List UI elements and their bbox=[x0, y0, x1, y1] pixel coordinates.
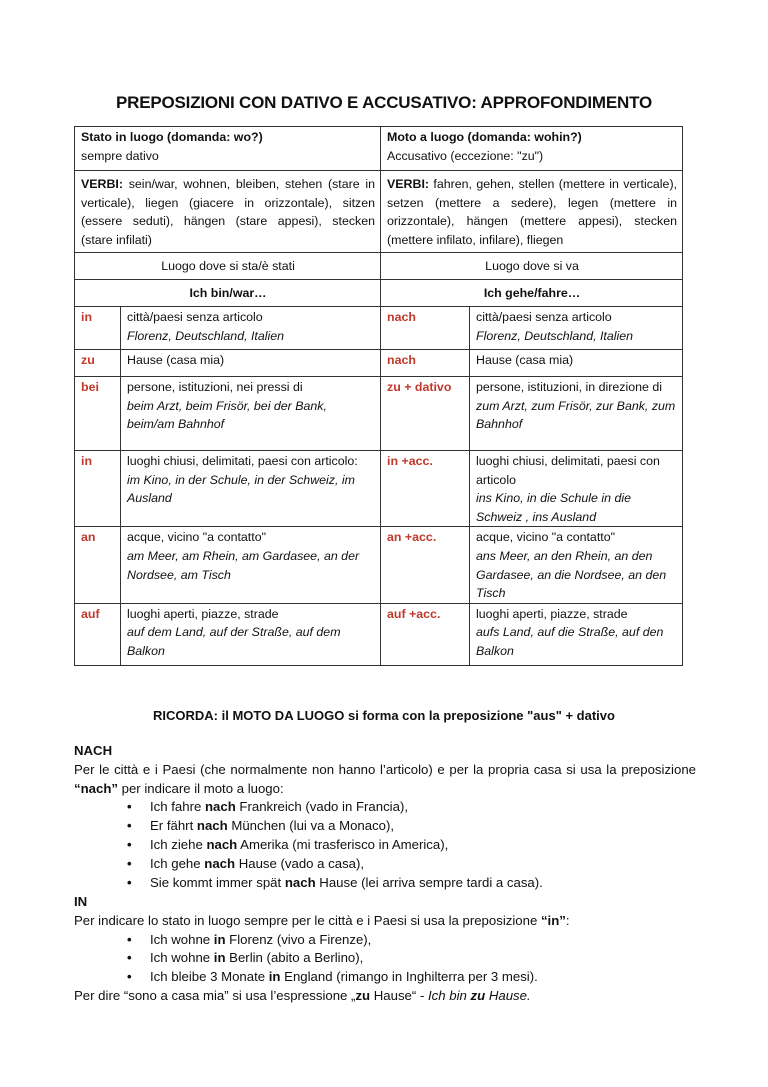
in-intro-b: : bbox=[565, 912, 570, 928]
prepositions-table bbox=[74, 126, 683, 666]
right-usage-desc: luoghi aperti, piazze, strade bbox=[476, 606, 628, 621]
list-item-part-c: Berlin (abito a Berlino), bbox=[225, 950, 364, 966]
table-header-row bbox=[75, 127, 683, 171]
list-item-part-a: Ich wohne bbox=[150, 950, 214, 966]
left-usage bbox=[121, 377, 381, 451]
nach-intro-bold: “nach” bbox=[74, 780, 118, 796]
left-usage-desc: luoghi chiusi, delimitati, paesi con articolo: bbox=[127, 454, 358, 468]
nach-intro bbox=[74, 761, 696, 799]
left-usage-examples: auf dem Land, auf der Straße, auf dem Balkon bbox=[127, 625, 341, 658]
in-final-zu2: zu bbox=[470, 987, 486, 1003]
in-bullet-list bbox=[74, 931, 696, 987]
left-usage-desc: Hause (casa mia) bbox=[127, 353, 225, 367]
list-item bbox=[150, 836, 696, 855]
in-final-b: Hause“ - bbox=[370, 987, 429, 1003]
in-final-zu: zu bbox=[355, 987, 371, 1003]
left-usage-desc: persone, istituzioni, nei pressi di bbox=[127, 380, 303, 394]
left-usage-desc: città/paesi senza articolo bbox=[127, 310, 263, 324]
page-title: PREPOSIZIONI CON DATIVO E ACCUSATIVO: APPROFONDIMENTO bbox=[116, 93, 652, 112]
right-header-subtitle: Accusativo (eccezione: "zu") bbox=[387, 148, 544, 163]
left-verbs-cell bbox=[75, 171, 381, 253]
list-item-part-c: Frankreich (vado in Francia), bbox=[235, 799, 408, 815]
list-item-part-b: in bbox=[213, 950, 226, 966]
list-item-part-c: England (rimango in Inghilterra per 3 mesi). bbox=[280, 969, 538, 985]
right-header-title: Moto a luogo (domanda: wohin?) bbox=[387, 130, 582, 144]
list-item-part-a: Ich fahre bbox=[150, 799, 205, 815]
left-header-cell bbox=[75, 127, 381, 171]
table-body bbox=[75, 307, 683, 666]
right-usage-desc: Hause (casa mia) bbox=[476, 353, 574, 367]
left-usage-examples: im Kino, in der Schule, in der Schweiz, im Ausland bbox=[127, 472, 355, 506]
right-preposition: in +acc. bbox=[381, 451, 470, 527]
nach-intro-b: per indicare il moto a luogo: bbox=[117, 780, 284, 796]
left-header-subtitle: sempre dativo bbox=[81, 148, 159, 163]
list-item bbox=[150, 817, 696, 836]
list-item bbox=[150, 874, 696, 893]
list-item-part-c: Hause (lei arriva sempre tardi a casa). bbox=[315, 874, 543, 890]
right-usage-examples: ins Kino, in die Schule in die Schweiz , ins Ausland bbox=[476, 491, 631, 524]
left-usage bbox=[121, 307, 381, 350]
table-row bbox=[75, 350, 683, 377]
right-verbs-text: fahren, gehen, stellen (mettere in verticale), setzen (mettere a sedere), legen (mettere in orizzontale), hängen (mettere appesi), stecken (mettere infilato, infilare), fliegen bbox=[387, 177, 678, 247]
left-preposition: auf bbox=[75, 603, 121, 665]
left-usage bbox=[121, 527, 381, 603]
table-row bbox=[75, 307, 683, 350]
left-usage-examples: beim Arzt, beim Frisör, bei der Bank, beim/am Bahnhof bbox=[127, 398, 327, 432]
right-verbs-cell bbox=[381, 171, 683, 253]
right-usage-desc: luoghi chiusi, delimitati, paesi con articolo bbox=[476, 454, 660, 487]
right-usage bbox=[470, 307, 683, 350]
right-usage-desc: persone, istituzioni, in direzione di bbox=[476, 380, 662, 394]
in-section bbox=[74, 893, 696, 1006]
left-verbs-text: sein/war, wohnen, bleiben, stehen (stare in verticale), liegen (giacere in orizzontale), sitzen (essere seduti), hängen (stare appesi), stecken (stare infilati) bbox=[81, 177, 376, 247]
right-preposition: auf +acc. bbox=[381, 603, 470, 665]
left-preposition: zu bbox=[75, 350, 121, 377]
list-item-part-a: Ich bleibe 3 Monate bbox=[150, 969, 269, 985]
nach-heading: NACH bbox=[74, 743, 113, 758]
left-header-title: Stato in luogo (domanda: wo?) bbox=[81, 130, 263, 144]
right-verbs-label: VERBI: bbox=[387, 177, 430, 191]
left-sub2: Ich bin/war… bbox=[75, 280, 381, 307]
list-item bbox=[150, 931, 696, 950]
list-item-part-c: München (lui va a Monaco), bbox=[227, 818, 395, 834]
left-usage-examples: am Meer, am Rhein, am Gardasee, an der Nordsee, am Tisch bbox=[127, 548, 360, 582]
right-usage-examples: Florenz, Deutschland, Italien bbox=[476, 328, 634, 343]
verbs-row bbox=[75, 171, 683, 253]
list-item bbox=[150, 855, 696, 874]
list-item-part-a: Ich ziehe bbox=[150, 836, 207, 852]
in-intro-bold: “in” bbox=[540, 912, 566, 928]
right-usage-desc: città/paesi senza articolo bbox=[476, 310, 612, 324]
left-preposition: in bbox=[75, 451, 121, 527]
list-item-part-a: Sie kommt immer spät bbox=[150, 874, 285, 890]
list-item-part-c: Florenz (vivo a Firenze), bbox=[225, 931, 372, 947]
list-item bbox=[150, 949, 696, 968]
list-item-part-a: Ich gehe bbox=[150, 855, 205, 871]
list-item-part-c: Amerika (mi trasferisco in America), bbox=[237, 836, 449, 852]
left-sub1: Luogo dove si sta/è stati bbox=[75, 253, 381, 280]
list-item-part-a: Er fährt bbox=[150, 818, 197, 834]
list-item-part-b: nach bbox=[206, 836, 238, 852]
in-final-a: Per dire “sono a casa mia” si usa l’espressione „ bbox=[74, 987, 356, 1003]
left-usage bbox=[121, 451, 381, 527]
in-intro-a: Per indicare lo stato in luogo sempre per le città e i Paesi si usa la preposizione bbox=[74, 912, 541, 928]
right-header-cell bbox=[381, 127, 683, 171]
left-verbs-label: VERBI: bbox=[81, 177, 123, 191]
in-final-it2: Hause. bbox=[485, 987, 531, 1003]
right-usage-examples: aufs Land, auf die Straße, auf den Balkon bbox=[476, 625, 664, 658]
right-usage-examples: zum Arzt, zum Frisör, zur Bank, zum Bahnhof bbox=[476, 398, 676, 432]
left-usage-desc: acque, vicino "a contatto" bbox=[127, 530, 266, 545]
right-preposition: zu + dativo bbox=[381, 377, 470, 451]
in-final-line bbox=[74, 987, 696, 1006]
list-item-part-b: in bbox=[213, 931, 226, 947]
list-item bbox=[150, 798, 696, 817]
list-item-part-b: nach bbox=[196, 818, 228, 834]
right-usage bbox=[470, 527, 683, 603]
in-intro bbox=[74, 912, 696, 931]
right-usage bbox=[470, 350, 683, 377]
right-preposition: an +acc. bbox=[381, 527, 470, 603]
left-usage-examples: Florenz, Deutschland, Italien bbox=[127, 328, 285, 343]
list-item-part-b: nach bbox=[204, 799, 236, 815]
right-usage-desc: acque, vicino "a contatto" bbox=[476, 530, 615, 545]
list-item-part-a: Ich wohne bbox=[150, 931, 214, 947]
list-item-part-b: nach bbox=[204, 855, 236, 871]
left-usage bbox=[121, 603, 381, 665]
right-usage bbox=[470, 377, 683, 451]
left-preposition: bei bbox=[75, 377, 121, 451]
left-preposition: an bbox=[75, 527, 121, 603]
subheader-row-2 bbox=[75, 280, 683, 307]
right-usage bbox=[470, 451, 683, 527]
right-preposition: nach bbox=[381, 307, 470, 350]
remember-note: RICORDA: il MOTO DA LUOGO si forma con la preposizione "aus" + dativo bbox=[153, 708, 615, 723]
subheader-row-1 bbox=[75, 253, 683, 280]
right-usage bbox=[470, 603, 683, 665]
left-usage bbox=[121, 350, 381, 377]
list-item-part-c: Hause (vado a casa), bbox=[235, 855, 365, 871]
right-sub2: Ich gehe/fahre… bbox=[381, 280, 683, 307]
nach-section bbox=[74, 742, 696, 892]
nach-intro-a: Per le città e i Paesi (che normalmente non hanno l’articolo) e per la propria casa si usa la preposizione bbox=[74, 761, 696, 777]
left-usage-desc: luoghi aperti, piazze, strade bbox=[127, 606, 279, 621]
list-item-part-b: in bbox=[268, 969, 281, 985]
table-row bbox=[75, 377, 683, 451]
in-final-it1: Ich bin bbox=[428, 987, 471, 1003]
in-heading: IN bbox=[74, 894, 88, 909]
table-row bbox=[75, 527, 683, 603]
right-preposition: nach bbox=[381, 350, 470, 377]
left-preposition: in bbox=[75, 307, 121, 350]
list-item-part-b: nach bbox=[284, 874, 316, 890]
table-row bbox=[75, 603, 683, 665]
nach-bullet-list bbox=[74, 798, 696, 892]
right-sub1: Luogo dove si va bbox=[381, 253, 683, 280]
table-row bbox=[75, 451, 683, 527]
list-item bbox=[150, 968, 696, 987]
right-usage-examples: ans Meer, an den Rhein, an den Gardasee, an die Nordsee, an den Tisch bbox=[476, 548, 667, 601]
